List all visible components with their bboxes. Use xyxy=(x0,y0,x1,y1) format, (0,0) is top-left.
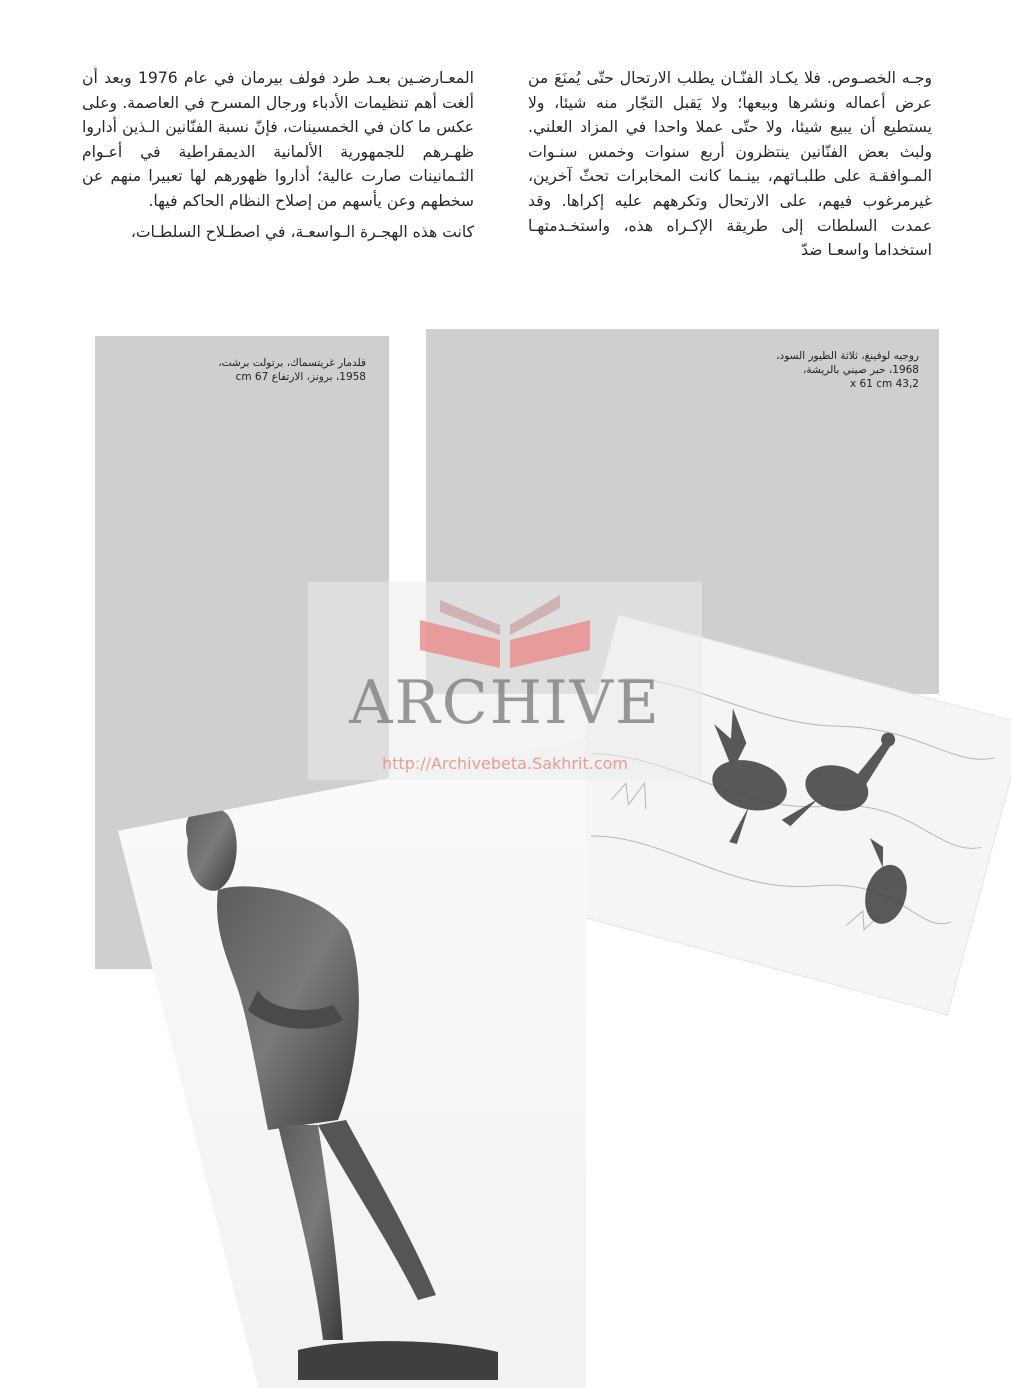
article-column-right xyxy=(528,66,932,269)
caption-line: روجيه لوفينغ، ثلاثة الطيور السود، xyxy=(776,350,919,362)
drawing-caption xyxy=(659,349,919,391)
watermark-url: http://Archivebeta.Sakhrit.com xyxy=(382,754,628,773)
caption-line: 1958، برونز، الارتفاع 67 cm xyxy=(235,371,366,383)
watermark-title: ARCHIVE xyxy=(349,668,661,738)
open-book-icon xyxy=(410,590,600,670)
caption-line: فلدمار غريتسماك، برتولت برشت، xyxy=(218,357,366,369)
sculpture-caption xyxy=(126,356,366,384)
paragraph: وجـه الخصـوص. فلا يكـاد الفنّـان يطلب الارتحال حتّى يُمنَعَ من عرض أعماله ونشرها وبيعها؛ ولا يَقبل التجّار منه شيئا، ولا يستطيع أن يبيع شيئا، ولا حتّى عملا واحدا في المزاد العلني. ولبث بعض الفنّانين ينتظرون أربع سنوات وخمس سنـوات المـوافقـة على طلبـاتهم، بينـما كانت المخابرات تحثّ آخرين، غيرمرغوب فيهم، على الارتحال وتكرههم عليه إكراها. وقد عمدت السلطات إلى طريقة الإكـراه هذه، واستخـدمتهـا استخداما واسعـا ضدّ xyxy=(528,69,932,260)
caption-line: 1968، حبر صيني بالريشة، xyxy=(802,364,919,376)
bronze-sculpture-photo xyxy=(118,740,586,1388)
caption-line: 43,2 x 61 cm xyxy=(850,378,919,390)
paragraph: المعـارضـين بعـد طرد فولف بيرمان في عام 1976 وبعد أن ألغت أهم تنظيمات الأدباء ورجال المسرح في العاصمة. وعلى عكس ما كان في الخمسينات، فإنّ نسبة الفنّانين الـذين أداروا ظهـرهم للجمهورية الألمانية الديمقراطية في أعـوام الثـمانينات صارت عالية؛ أداروا ظهورهم لها تعبيرا منهم عن سخطهم وعن يأسهم من إصلاح النظام الحاكم فيها. xyxy=(82,69,475,210)
sculpture-figure xyxy=(118,740,586,1388)
article-column-left xyxy=(82,66,474,250)
paragraph: كانت هذه الهجـرة الـواسعـة، في اصطـلاح السلطـات، xyxy=(130,222,474,241)
archive-watermark xyxy=(308,582,702,780)
